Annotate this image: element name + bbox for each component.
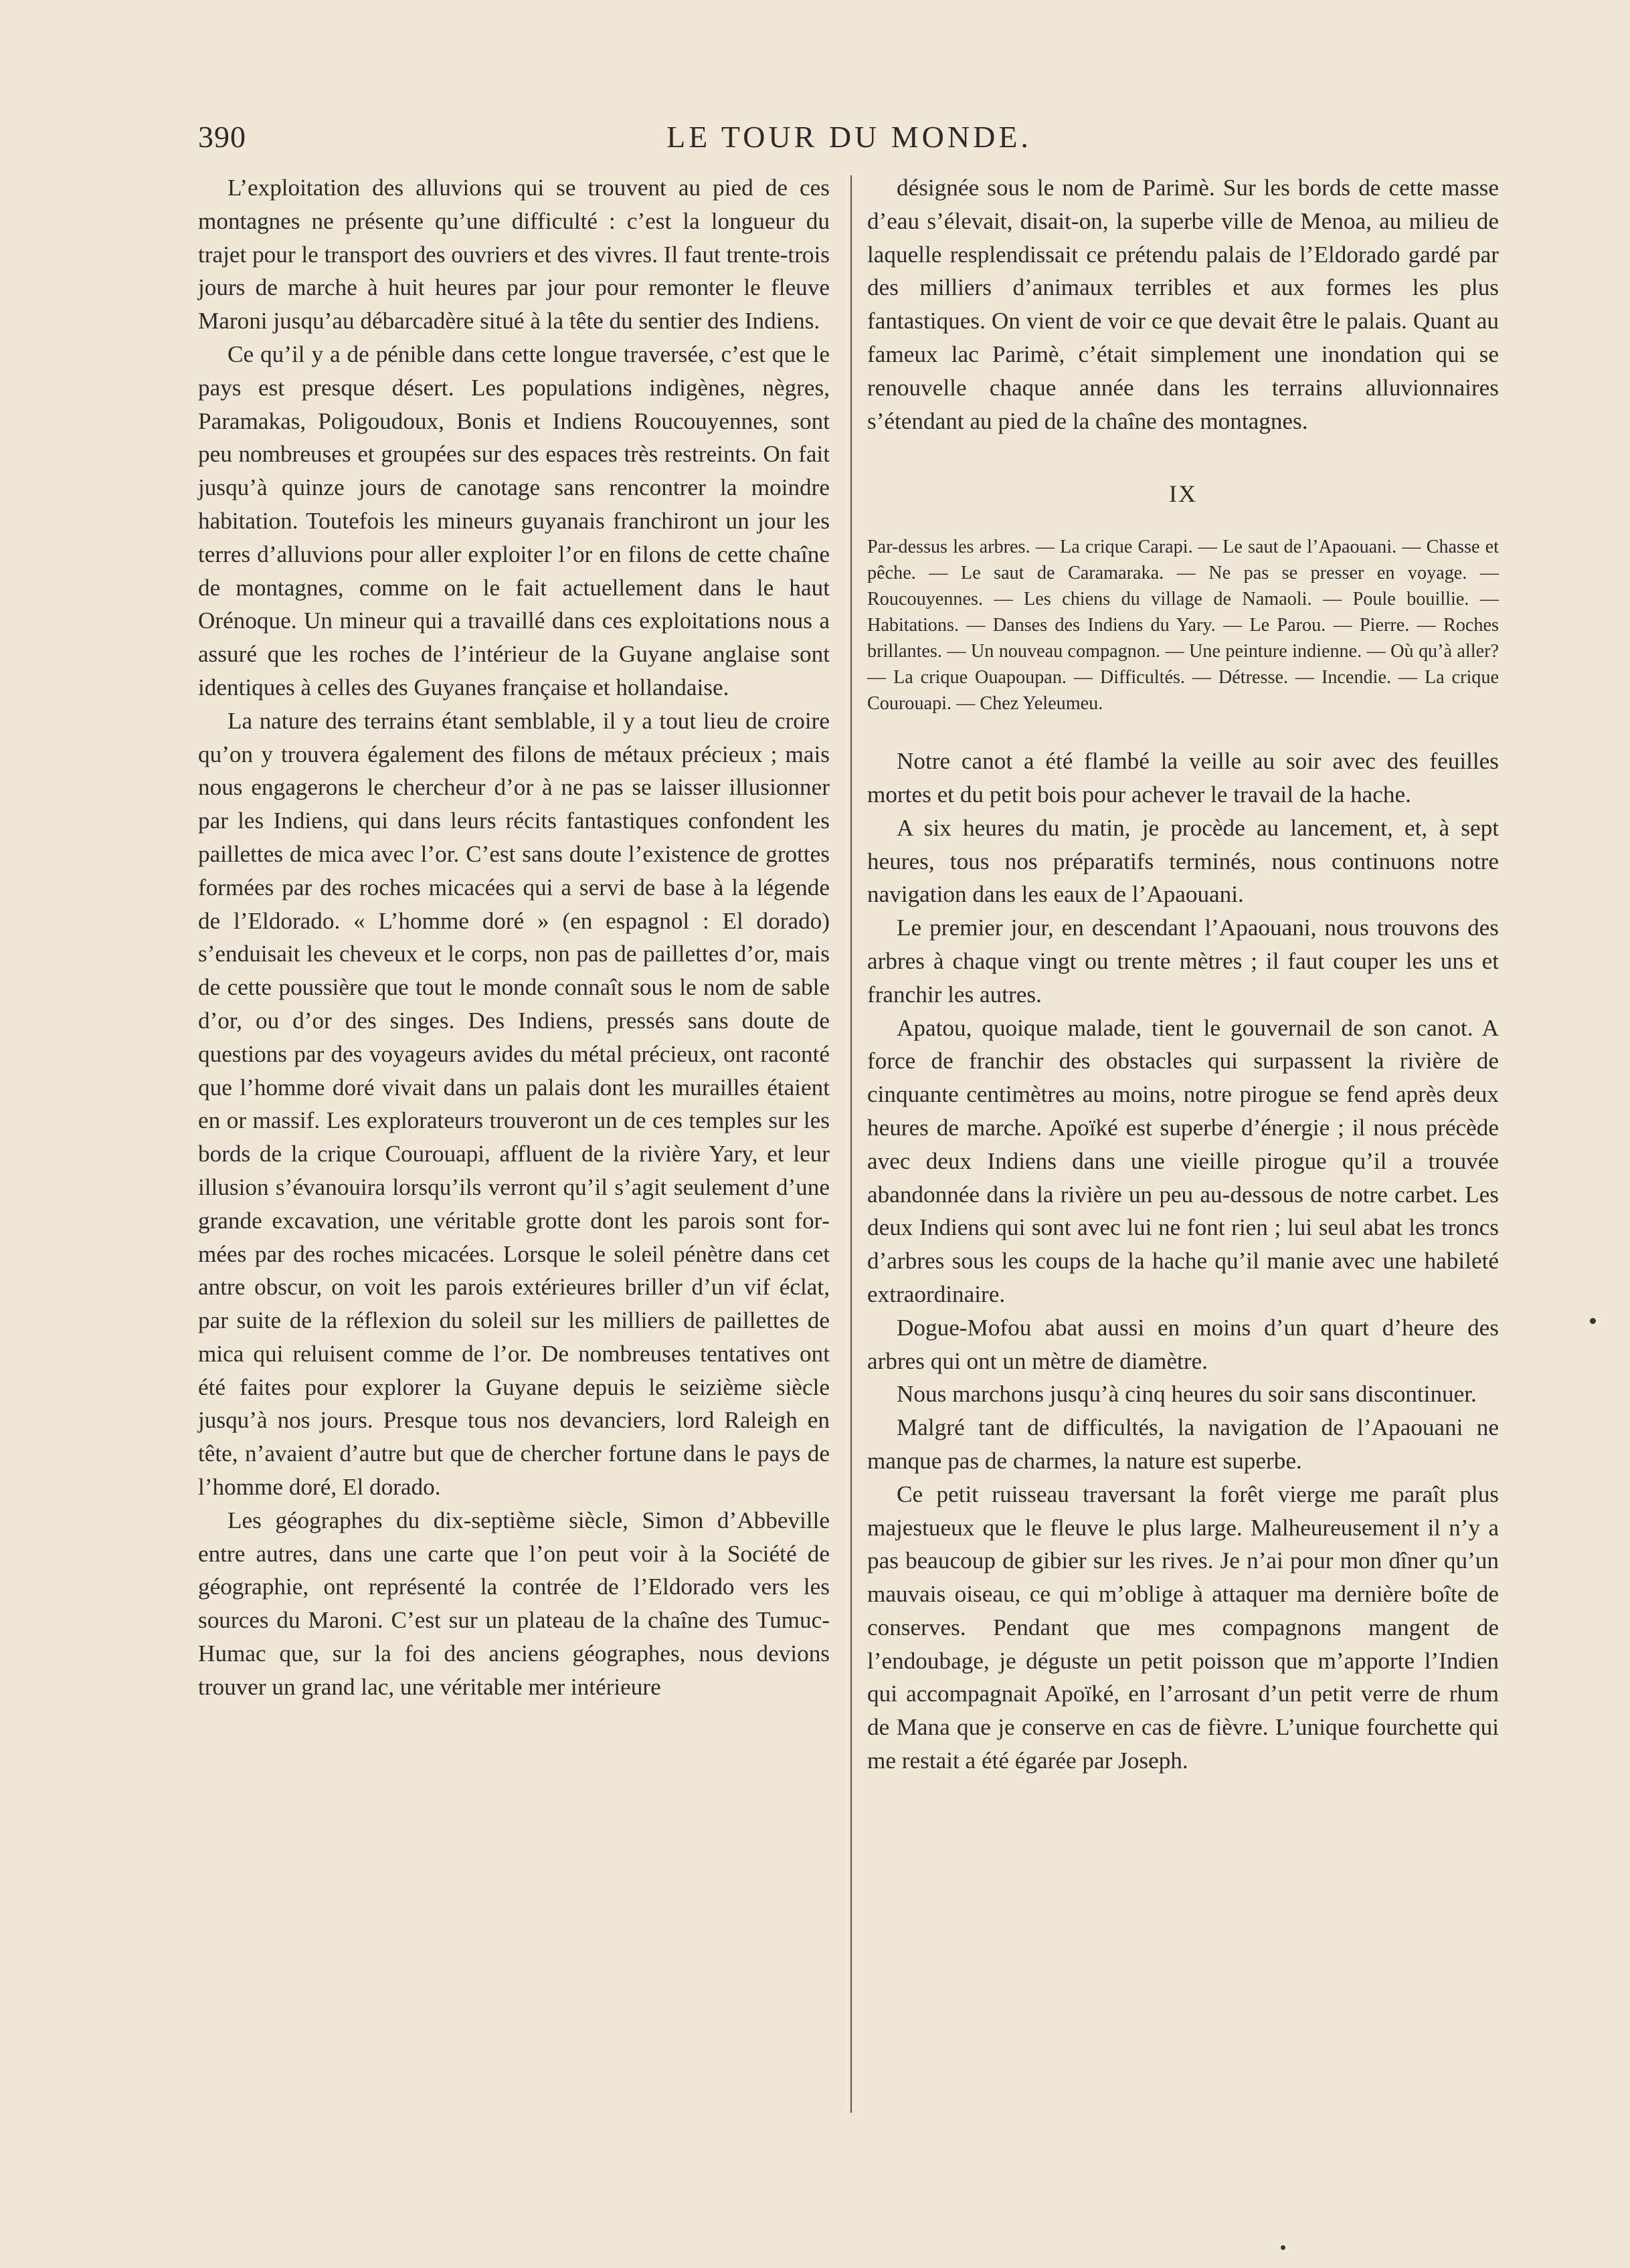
paragraph: Dogue-Mofou abat aussi en moins d’un quart d’heure des arbres qui ont un mètre de diamètre.	[867, 1314, 1499, 1374]
running-title: LE TOUR DU MONDE.	[666, 120, 1032, 154]
ink-speck	[1281, 2245, 1285, 2250]
paragraph: désignée sous le nom de Parimè. Sur les bords de cette masse d’eau s’élevait, disait-on, la superbe ville de Menoa, au milieu de laquelle resplendissait ce prétendu palais de l’Eldorado gardé par des milliers d’animaux terribles et aux formes les plus fantastiques. On vient de voir ce que devait être le palais. Quant au fameux lac Parimè, c’était simplement une inondation qui se renouvelle chaque année dans les terrains alluvionnaires s’étendant au pied de la chaîne des montagnes.	[867, 175, 1499, 434]
page-header	[198, 119, 1500, 159]
paragraph: Malgré tant de difficultés, la navigation de l’Apaouani ne manque pas de charmes, la nature est superbe.	[867, 1414, 1499, 1474]
paragraph: Notre canot a été flambé la veille au soir avec des feuilles mortes et du petit bois pour achever le travail de la hache.	[867, 748, 1499, 808]
paragraph: Ce qu’il y a de pénible dans cette longue traversée, c’est que le pays est presque désert. Les populations indigènes, nègres, Paramakas, Poligoudoux, Bonis et Indiens Roucouyennes, sont peu nombreuses et groupées sur des espaces très restreints. On fait jusqu’à quinze jours de canotage sans rencontrer la moindre habitation. Toutefois les mineurs guyanais franchiront un jour les terres d’alluvions pour aller exploiter l’or en filons de cette chaîne de montagnes, comme on le fait actuellement dans le haut Orénoque. Un mineur qui a travaillé dans ces exploitations nous a assuré que les roches de l’intérieur de la Guyane anglaise sont identiques à celles des Guyanes française et hollandaise.	[198, 341, 830, 700]
page-number: 390	[198, 120, 246, 154]
paragraph: Le premier jour, en descendant l’Apaouani, nous trouvons des arbres à chaque vingt ou trente mètres ; il faut couper les uns et franchir les autres.	[867, 915, 1499, 1008]
paragraph: La nature des terrains étant semblable, il y a tout lieu de croire qu’on y trouvera également des filons de métaux précieux ; mais nous engagerons le chercheur d’or à ne pas se laisser illusionner par les Indiens, qui dans leurs récits fantastiques confondent les paillettes de mica avec l’or. C’est sans doute l’existence de grottes formées par des roches micacées qui a servi de base à la légende de l’Eldorado. « L’homme doré » (en espagnol : El dorado) s’enduisait les cheveux et le corps, non pas de paillettes d’or, mais de cette poussière que tout le monde connaît sous le nom de sable d’or, ou d’or des singes. Des Indiens, pressés sans doute de questions par des voyageurs avides du métal précieux, ont raconté que l’homme doré vivait dans un palais dont les murailles étaient en or massif. Les explorateurs trouveront un de ces temples sur les bords de la crique Courouapi, affluent de la rivière Yary, et leur illusion s’évanouira lorsqu’ils verront qu’il s’agit seulement d’une grande excavation, une véritable grotte dont les parois sont formées par des roches micacées. Lorsque le soleil pénètre dans cet antre obscur, on voit les parois extérieures briller d’un vif éclat, par suite de la réflexion du soleil sur les milliers de paillettes de mica qui reluisent comme de l’or. De nombreuses tentatives ont été faites pour explorer la Guyane depuis le seizième siècle jusqu’à nos jours. Presque tous nos devanciers, lord Raleigh en tête, n’avaient d’autre but que de chercher fortune dans le pays de l’homme doré, El dorado.	[198, 707, 830, 1501]
ink-speck	[1590, 1318, 1596, 1324]
paragraph: Ce petit ruisseau traversant la forêt vierge me paraît plus majestueux que le fleuve le plus large. Malheureusement il n’y a pas beaucoup de gibier sur les rives. Je n’ai pour mon dîner qu’un mauvais oiseau, ce qui m’oblige à attaquer ma dernière boîte de conserves. Pendant que mes compagnons mangent de l’endoubage, je déguste un petit poisson que m’apporte l’Indien qui accompagnait Apoïké, en l’arrosant d’un petit verre de rhum de Mana que je conserve en cas de fièvre. L’unique fourchette qui me restait a été égarée par Joseph.	[867, 1481, 1499, 1774]
paragraph: Les géographes du dix-septième siècle, Simon d’Abbeville entre autres, dans une carte que l’on peut voir à la Société de géographie, ont représenté la contrée de l’Eldorado vers les sources du Maroni. C’est sur un plateau de la chaîne des Tumuc-Humac que, sur la foi des anciens géographes, nous devions trouver un grand lac, une véritable mer intérieure	[198, 1507, 830, 1700]
right-column	[867, 171, 1499, 1778]
paragraph: L’exploitation des alluvions qui se trouvent au pied de ces montagnes ne présente qu’une difficulté : c’est la longueur du trajet pour le transport des ouvriers et des vivres. Il faut trente-trois jours de marche à huit heures par jour pour remonter le fleuve Maroni jusqu’au débarcadère situé à la tête du sentier des Indiens.	[198, 175, 830, 335]
paragraph: Apatou, quoique malade, tient le gouvernail de son canot. A force de franchir des obstacles qui surpassent la rivière de cinquante centimètres au moins, notre pirogue se fend après deux heures de marche. Apoïké est superbe d’énergie ; il nous précède avec deux Indiens dans une vieille pirogue qu’il a trouvée abandonnée dans la rivière un peu au-dessous de notre carbet. Les deux Indiens qui sont avec lui ne font rien ; lui seul abat les troncs d’arbres sous les coups de la hache qu’il manie avec une habileté extraordinaire.	[867, 1014, 1499, 1307]
paragraph: Nous marchons jusqu’à cinq heures du soir sans discontinuer.	[897, 1381, 1477, 1408]
paragraph: A six heures du matin, je procède au lancement, et, à sept heures, tous nos préparatifs terminés, nous continuons notre navigation dans les eaux de l’Apaouani.	[867, 814, 1499, 908]
column-divider	[850, 175, 852, 2113]
section-summary-text: Par-dessus les arbres. — La crique Carapi. — Le saut de l’Apaouani. — Chasse et pêche. — Le saut de Caramaraka. — Ne pas se presser en voyage. — Roucouyennes. — Les chiens du village de Namaoli. — Poule bouillie. — Habitations. — Danses des Indiens du Yary. — Le Parou. — Pierre. — Roches brillantes. — Un nouveau compagnon. — Une peinture indienne. — Où qu’à aller? — La crique Ouapoupan. — Difficultés. — Détresse. — Incendie. — La crique Courouapi. — Chez Yeleumeu.	[867, 537, 1499, 715]
section-number: IX	[1169, 480, 1197, 508]
left-column	[198, 171, 830, 1704]
section-summary	[867, 534, 1499, 717]
